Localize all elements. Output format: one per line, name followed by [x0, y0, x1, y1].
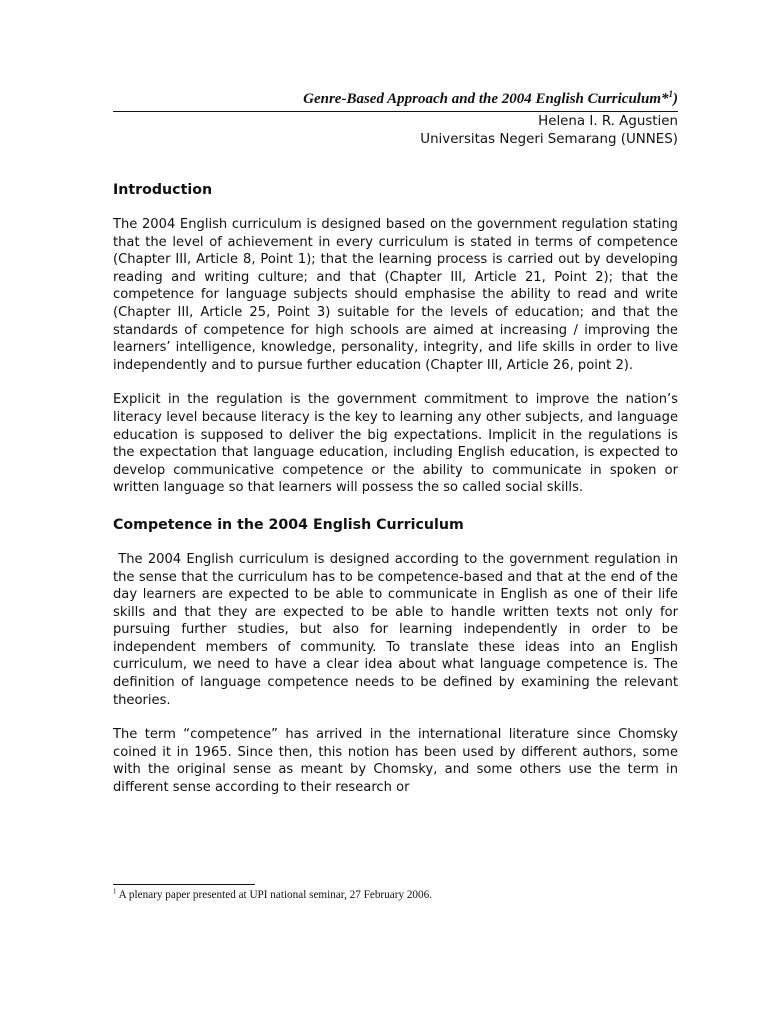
footnote: [113, 888, 432, 902]
running-title: [113, 88, 678, 112]
author-affiliation: Universitas Negeri Semarang (UNNES): [420, 132, 678, 147]
paragraph: Explicit in the regulation is the government commitment to improve the nation’s literacy level because literacy is the key to learning any other subjects, and language education is supposed to deliver the big expectations. Implicit in the regulations is the expectation that language education, including English education, is expected to develop communicative competence or the ability to communicate in spoken or written language so that learners will possess the so called social skills.: [113, 392, 678, 496]
section-heading-competence: Competence in the 2004 English Curriculum: [113, 516, 464, 533]
paragraph: The 2004 English curriculum is designed based on the government regulation stating that the level of achievement in every curriculum is stated in terms of competence (Chapter III, Article 8, Point 1); that the learning process is carried out by developing reading and writing culture; and that (Chapter III, Article 21, Point 2); that the competence for language subjects should emphasise the ability to read and write (Chapter III, Article 25, Point 3) suitable for the levels of education; and that the standards of competence for high schools are aimed at increasing / improving the learners’ intelligence, knowledge, personality, integrity, and life skills in order to live independently and to pursue further education (Chapter III, Article 26, point 2).: [113, 217, 678, 373]
running-title-text: Genre-Based Approach and the 2004 English Curriculum*: [303, 91, 669, 107]
footnote-mark: 1: [113, 887, 117, 896]
section-heading-introduction: Introduction: [113, 182, 213, 198]
paragraph: The 2004 English curriculum is designed according to the government regulation in the sense that the curriculum has to be competence-based and that at the end of the day learners are expected to be able to communicate in English as one of their life skills and that they are expected to be able to handle written texts not only for pursuing further studies, but also for learning independently in order to be independent members of community. To translate these ideas into an English curriculum, we need to have a clear idea about what language competence is. The definition of language competence needs to be defined by examining the relevant theories.: [113, 551, 678, 708]
running-title-close: ): [673, 91, 678, 107]
footnote-text: A plenary paper presented at UPI national seminar, 27 February 2006.: [116, 889, 433, 901]
document-page: [113, 88, 678, 797]
author-name: Helena I. R. Agustien: [538, 114, 678, 129]
footnote-separator: [113, 884, 255, 885]
running-title-footnote-mark: 1: [668, 89, 673, 99]
paragraph: The term “competence” has arrived in the international literature since Chomsky coined it in 1965. Since then, this notion has been used by different authors, some with the original sense as meant by Chomsky, and some others use the term in different sense according to their research or: [113, 727, 678, 796]
